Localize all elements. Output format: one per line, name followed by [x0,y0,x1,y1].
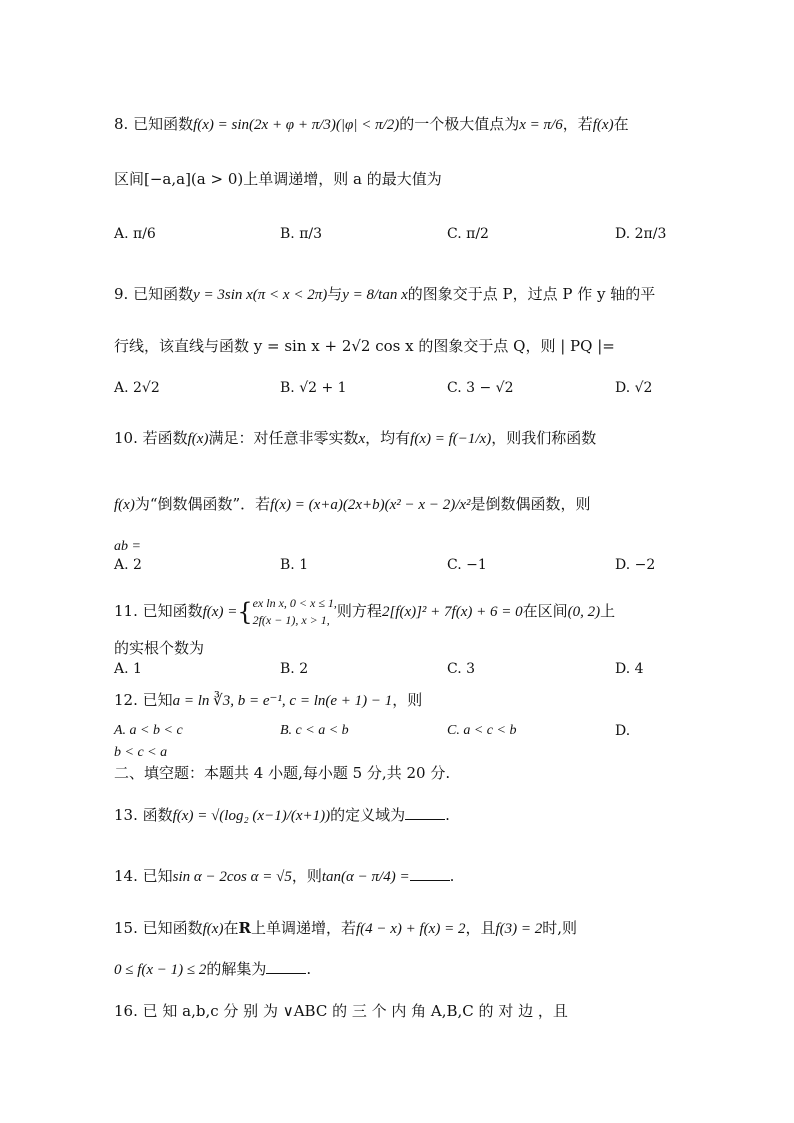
q12-option-d-value: b < c < a [114,745,168,760]
q11-cases [253,595,337,629]
q8-line2: 区间[−a,a](a > 0)上单调递增，则 a 的最大值为 [114,170,442,188]
q8-x-value: x = π/6 [519,117,563,133]
q14-condition: sin α − 2cos α = √5 [172,869,292,885]
q8-option-d: D. 2π/3 [615,226,667,242]
q10-text-2: ，均有 [365,429,411,447]
q10-condition: f(x) = f(−1/x) [410,431,492,447]
q11-fx: f(x) = [202,604,238,620]
q11-case-1: ex ln x, 0 < x ≤ 1, [252,596,337,610]
q11-brace: { [237,598,253,626]
q8-text: 的一个极大值点为 [399,115,520,133]
q11-interval: (0, 2) [567,604,601,620]
q15-text-3: ，且 [465,919,496,937]
q13-number-text: 13. 函数 [114,806,173,824]
q10-line3 [114,536,141,557]
q10-fx: f(x) [187,431,209,447]
q10-option-b: B. 1 [280,557,309,573]
q15-answer-blank[interactable] [266,959,306,974]
q9-option-d: D. √2 [615,380,653,396]
q8-text-3: 在 [613,115,629,133]
q15-text-4: 时,则 [542,919,578,937]
q15-real-set: R [238,919,251,937]
q9-func2: y = 8/tan x [342,287,408,303]
q11-line1 [114,595,615,629]
q9-line2: 行线，该直线与函数 y = sin x + 2√2 cos x 的图象交于点 Q，则 | PQ |= [114,337,615,355]
q12-definitions: a = ln ∛3, b = e⁻¹, c = ln(e + 1) − 1 [172,693,393,709]
q11-case-2: 2f(x − 1), x > 1, [252,613,330,627]
q11-option-d: D. 4 [615,661,644,677]
q15-fx: f(x) [202,921,224,937]
q11-number-text: 11. 已知函数 [114,602,203,620]
q10-option-c: C. −1 [447,557,487,573]
q13-line [114,805,450,826]
q8-option-c: C. π/2 [447,226,489,242]
q15-text-5: 的解集为 [206,960,267,978]
q10-fx-2: f(x) [114,497,135,513]
q14-number-text: 14. 已知 [114,867,173,885]
q14-target-expr: tan(α − π/4) = [321,869,410,885]
q9-option-b: B. √2 + 1 [280,380,347,396]
q15-equation: f(4 − x) + f(x) = 2 [355,921,466,937]
q12-line1 [114,690,422,711]
q9-line1 [114,284,655,305]
q11-option-b: B. 2 [280,661,309,677]
q15-inequality: 0 ≤ f(x − 1) ≤ 2 [114,962,207,978]
q12-number-text: 12. 已知 [114,691,173,709]
q9-text: 与 [327,285,343,303]
q16-line: 16. 已 知 a,b,c 分 别 为 ∨ABC 的 三 个 内 角 A,B,C 的 对 边 ，且 [114,1002,568,1020]
q12-option-d: D. [615,723,631,739]
q10-text: 满足：对任意非零实数 [208,429,359,447]
q8-text-2: ，若 [562,115,593,133]
q11-text-3: 上 [600,602,616,620]
q14-text: ，则 [291,867,322,885]
q13-answer-blank[interactable] [405,805,445,820]
q13-text: 的定义域为 [330,806,406,824]
q12-text: ，则 [392,691,423,709]
q12-option-a: A. a < b < c [114,723,183,738]
q15-line2 [114,959,311,980]
q11-option-c: C. 3 [447,661,476,677]
q10-function-expr: f(x) = (x+a)(2x+b)(x² − x − 2)/x² [270,497,471,513]
q8-line1 [114,114,629,135]
q15-text: 在 [223,919,239,937]
q10-option-d: D. −2 [615,557,656,573]
q8-option-a: A. π/6 [114,226,156,242]
q9-text-2: 的图象交于点 P，过点 P 作 y 轴的平 [407,285,656,303]
q14-answer-blank[interactable] [410,866,450,881]
q11-text: 则方程 [336,602,382,620]
q14-line [114,866,454,887]
q9-option-c: C. 3 − √2 [447,380,514,396]
q10-x: x [358,431,366,447]
q13-function-expr: f(x) = √(log₂ (x−1)/(x+1)) [172,808,331,824]
q10-text-4: 为“倒数偶函数”．若 [134,495,271,513]
q8-fx: f(x) [592,117,614,133]
q15-number-text: 15. 已知函数 [114,919,203,937]
q8-number-text: 8. 已知函数 [114,115,194,133]
q10-line1 [114,428,596,449]
q12-option-b: B. c < a < b [280,723,349,738]
q11-equation: 2[f(x)]² + 7f(x) + 6 = 0 [381,604,523,620]
q9-func1: y = 3sin x(π < x < 2π) [193,287,328,303]
q9-option-a: A. 2√2 [114,380,160,396]
q11-text-2: 在区间 [522,602,568,620]
section-2-heading: 二、填空题：本题共 4 小题,每小题 5 分,共 20 分. [114,764,451,782]
q15-text-2: 上单调递增，若 [250,919,356,937]
q13-period: . [445,806,450,824]
q11-line2: 的实根个数为 [114,639,205,657]
q11-option-a: A. 1 [114,661,142,677]
q15-line1 [114,918,577,939]
q8-function-expr: f(x) = sin(2x + φ + π/3)(|φ| < π/2) [193,117,400,133]
q12-option-c: C. a < c < b [447,723,517,738]
q10-line2 [114,494,591,515]
q14-period: . [449,867,455,885]
q10-option-a: A. 2 [114,557,142,573]
q15-period: . [306,960,312,978]
q10-text-3: ，则我们称函数 [491,429,597,447]
q15-value: f(3) = 2 [495,921,543,937]
q10-text-5: 是倒数偶函数，则 [470,495,591,513]
q8-option-b: B. π/3 [280,226,323,242]
q10-number-text: 10. 若函数 [114,429,188,447]
q10-ab: ab = [114,539,141,554]
q9-number-text: 9. 已知函数 [114,285,194,303]
